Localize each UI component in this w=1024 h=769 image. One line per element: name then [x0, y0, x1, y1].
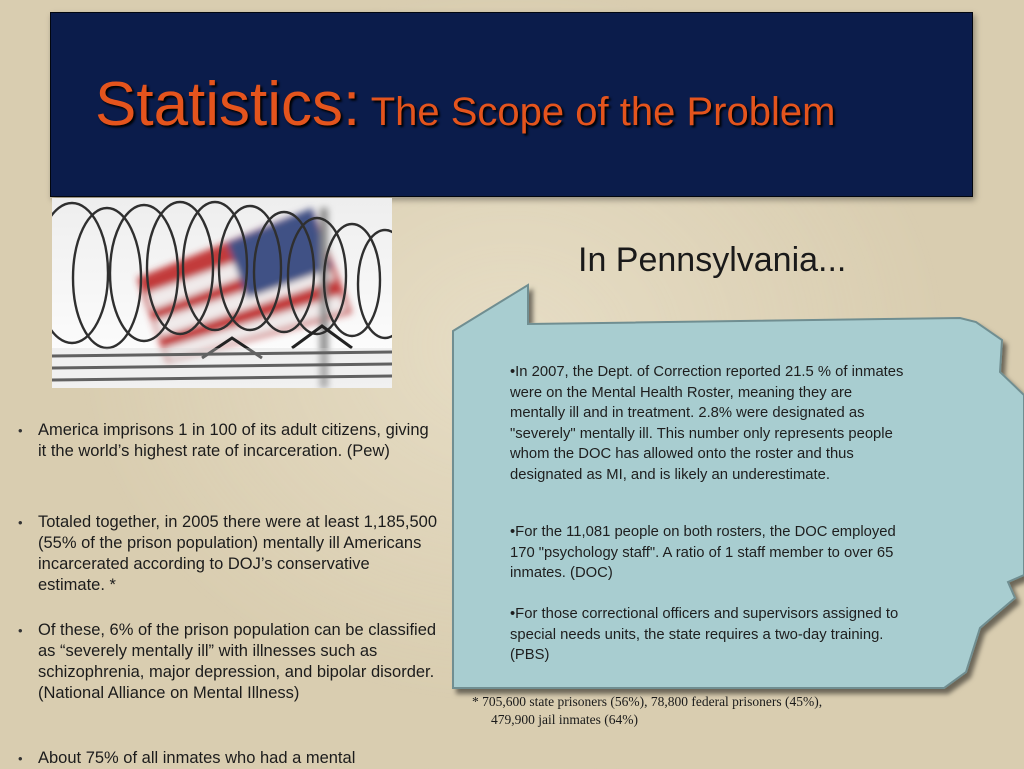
title-main: Statistics:: [95, 70, 361, 139]
footnote: [472, 693, 892, 729]
pa-statistic-training: •For those correctional officers and supervisors assigned to special needs units, the state requires a two-day training. (PBS): [510, 606, 899, 663]
list-item: • Of these, 6% of the prison population can be classified as “severely mentally ill” with illnesses such as schizophrenia, major depression, and bipolar disorder. (National Alliance on Mental Illness): [18, 620, 438, 704]
pa-statistic-staff: •For the 11,081 people on both rosters, the DOC employed 170 "psychology staff". A ratio of 1 staff member to over 65 inmates. (DOC): [510, 524, 896, 581]
footnote-line-1: * 705,600 state prisoners (56%), 78,800 federal prisoners (45%),: [472, 694, 823, 709]
list-item: • Totaled together, in 2005 there were at least 1,185,500 (55% of the prison population) mentally ill Americans incarcerated according to DOJ’s conservative estimate. *: [18, 512, 438, 596]
subheading: In Pennsylvania...: [578, 241, 847, 279]
list-item: • America imprisons 1 in 100 of its adult citizens, giving it the world’s highest rate of incarceration. (Pew): [18, 420, 438, 462]
title-subtitle: The Scope of the Problem: [360, 90, 836, 134]
list-item: • About 75% of all inmates who had a mental: [18, 748, 438, 769]
footnote-line-2: 479,900 jail inmates (64%): [491, 712, 638, 727]
pa-statistic-roster: •In 2007, the Dept. of Correction reported 21.5 % of inmates were on the Mental Health Roster, meaning they are mentally ill and in treatment. 2.8% were designated as "severely" mentally ill. This number only represents people whom the DOC has allowed onto the roster and thus designated as MI, and is likely an underestimate.: [510, 364, 904, 483]
